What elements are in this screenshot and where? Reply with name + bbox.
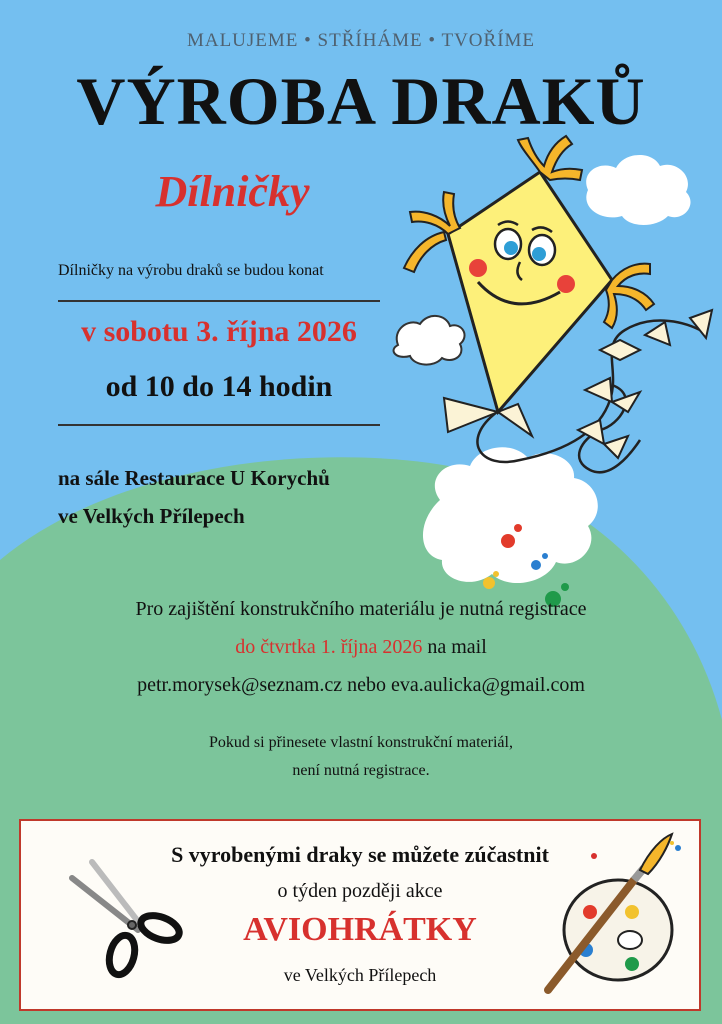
box-line-2: o týden později akce (277, 880, 443, 902)
note-line-2: není nutná registrace. (292, 762, 430, 779)
registration-deadline: do čtvrtka 1. října 2026 (235, 636, 423, 658)
registration-deadline-suffix: na mail (422, 636, 487, 658)
event-time: od 10 do 14 hodin (105, 370, 333, 403)
tagline: MALUJEME • STŘÍHÁME • TVOŘÍME (186, 30, 536, 51)
subtitle: Dílničky (155, 167, 310, 216)
box-line-4: ve Velkých Přílepech (283, 965, 437, 985)
kite-bows-icon (578, 310, 712, 458)
venue-line-1: na sále Restaurace U Korychů (58, 466, 330, 490)
divider-top (58, 300, 380, 302)
note-line-1: Pokud si přinesete vlastní konstrukční materiál, (209, 734, 513, 751)
registration-emails: petr.morysek@seznam.cz nebo eva.aulicka@gmail.com (137, 674, 585, 696)
top-cloud-icon (586, 155, 690, 225)
divider-bottom (58, 424, 380, 426)
event-name: AVIOHRÁTKY (243, 911, 477, 948)
box-line-1: S vyrobenými draky se můžete zúčastnit (171, 842, 549, 867)
registration-deadline-line (0, 636, 722, 659)
page-title: VÝROBA DRAKŮ (76, 63, 646, 139)
venue-line-2: ve Velkých Přílepech (58, 504, 245, 528)
event-date: v sobotu 3. října 2026 (81, 315, 357, 348)
intro-text: Dílničky na výrobu draků se budou konat (58, 262, 324, 279)
small-cloud-icon (394, 316, 465, 365)
registration-text: Pro zajištění konstrukčního materiálu je nutná registrace (135, 598, 587, 620)
